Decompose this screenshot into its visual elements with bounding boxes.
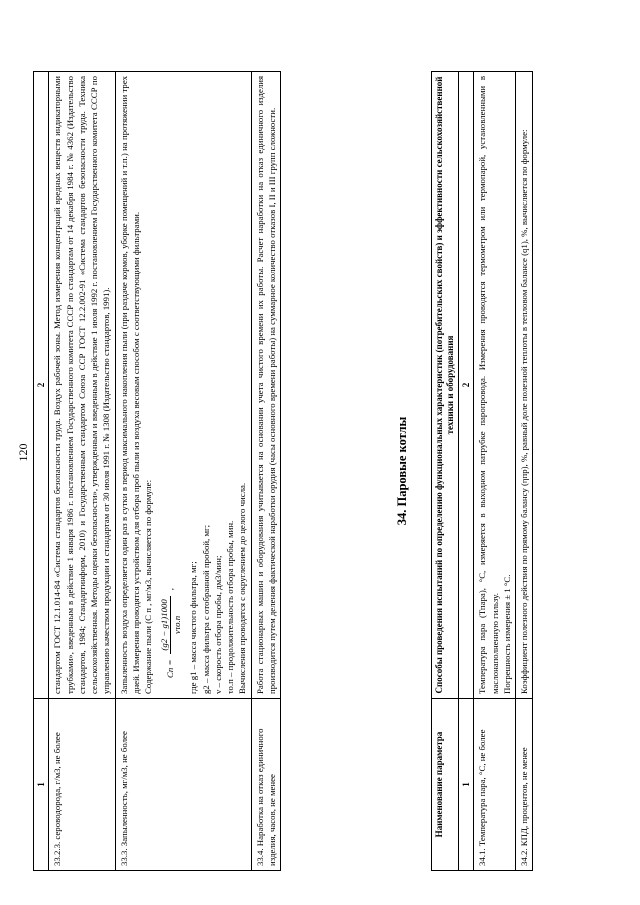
table-row xyxy=(251,72,281,871)
formula-tail: , xyxy=(165,588,176,591)
steam-temp-method: Температура пара (Тпара), °С, измеряется в выходном патрубке паропровода. Измерения проводятся термометром или термопарой, установленными в маслонаполненную гильзу. xyxy=(477,76,500,694)
method-cell xyxy=(115,72,251,699)
param-cell: 33.3. Запыленность, мг/м3, не более xyxy=(115,699,251,871)
method-cell: Коэффициент полезного действия по прямому балансу (ηпр), %, равный доле полезной теплоты в тепловом балансе (q1), %, вычисляется по формуле: xyxy=(516,72,533,699)
dust-formula xyxy=(155,76,188,694)
param-cell: 33.2.3. сероводорода, г/м3, не более xyxy=(49,699,115,871)
page-number: 120 xyxy=(16,443,30,462)
column-number-2: 2 xyxy=(459,72,474,699)
table-row xyxy=(516,72,533,871)
param-cell: 34.1. Температура пара, °С, не более xyxy=(474,699,516,871)
method-cell: стандартом ГОСТ 12.1.014-84 «Система стандартов безопасности труда. Воздух рабочей зоны. Метод измерения концентраций вредных веществ индикаторными трубками», введенным в действие 1 января 1986 г. постановлением Государственного комитета СССР по стандартам от 14 декабря 1984 г. № 4362 (Издательство стандартов, 1984; Стандартинформ, 2010) и Государственным стандартом Союза ССР ГОСТ 12.2.002-91 «Система стандартов безопасности труда. Техника сельскохозяйственная. Методы оценки безопасности», утвержденным и введенным в действие 1 июля 1992 г. постановлением Государственного комитета СССР по управлению качеством продукции и стандартам от 30 июля 1991 г. № 1308 (Издательство стандартов, 1991). xyxy=(49,72,115,699)
requirements-table-33 xyxy=(33,71,281,871)
table-row xyxy=(115,72,251,871)
formula-fraction xyxy=(158,596,184,653)
dust-content-line: Содержание пыли (С п , мг/м3, вычисляется по формуле: xyxy=(143,479,154,694)
column-number-row xyxy=(34,72,49,871)
table-header-row xyxy=(432,72,459,871)
dust-method-intro: Запыленность воздуха определяется один раз в сутки в период максимального накопления пыли (при раздаче кормов, уборке помещений и т.п.) на протяжении трех дней. Измерения проводятся устройством для отбора проб пыли из воздуха весовым способом с соответствующими фильтрами. xyxy=(118,76,142,694)
column-number-2: 2 xyxy=(34,72,49,699)
table-row xyxy=(49,72,115,871)
method-cell: Работа стационарных машин и оборудования учитывается на основании учета чистого времени их работы. Расчет наработки на отказ единичного изделия производится путем деления фактической наработки орудия (часы основного времени работы) на суммарное количество отказов I, II и III групп сложности. xyxy=(251,72,281,699)
formula-numerator: (g2 − g1)1000 xyxy=(158,596,171,653)
column-number-1: 1 xyxy=(459,699,474,871)
column-number-row xyxy=(459,72,474,871)
header-param: Наименование параметра xyxy=(432,699,459,871)
formula-legend-3: v – скорость отбора пробы, дм3/мин; xyxy=(212,555,223,694)
method-cell xyxy=(474,72,516,699)
requirements-table-34 xyxy=(431,71,533,871)
formula-legend-1: где g1 – масса чистого фильтра, мг; xyxy=(188,561,199,694)
steam-temp-accuracy: Погрешность измерения ± 1 °С. xyxy=(501,574,512,694)
table-row xyxy=(474,72,516,871)
formula-denominator: vτо.п xyxy=(171,615,182,634)
column-number-1: 1 xyxy=(34,699,49,871)
rounding-note: Вычисления проводятся с округлением до целого числа. xyxy=(237,482,248,694)
section-title: 34. Паровые котлы xyxy=(395,416,409,526)
param-cell: 34.2. КПД, процентов, не менее xyxy=(516,699,533,871)
header-methods: Способы проведения испытаний по определению функциональных характеристик (потребительских свойств) и эффективности сельскохозяйственной техники и оборудования xyxy=(432,72,459,699)
formula-lhs: Cп = xyxy=(165,659,176,678)
formula-legend-2: g2 – масса фильтра с отобранной пробой, мг; xyxy=(200,524,211,694)
formula-legend-4: τо.п – продолжительность отбора пробы, мин. xyxy=(225,520,236,694)
param-cell: 33.4. Наработка на отказ единичного изделия, часов, не менее xyxy=(251,699,281,871)
